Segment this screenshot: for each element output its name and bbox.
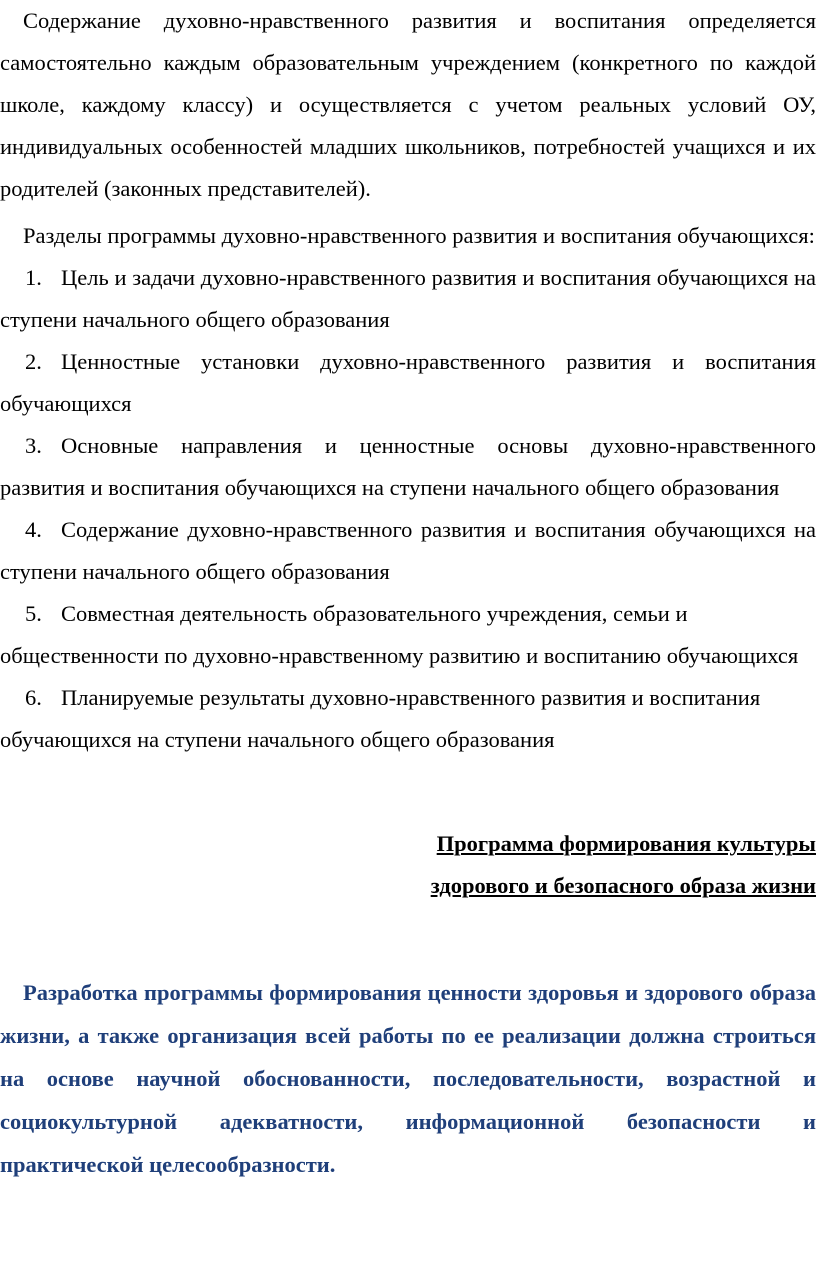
spacer bbox=[0, 907, 816, 971]
list-item-text: Совместная деятельность образовательного учреждения, семьи и общественности по духовно-нравственному развитию и воспитанию обучающихся bbox=[0, 601, 799, 668]
list-item-number: 3. bbox=[25, 433, 42, 458]
list-item-text: Основные направления и ценностные основы духовно-нравственного развития и воспитания обучающихся на ступени начального общего образования bbox=[0, 433, 816, 500]
list-item-number: 2. bbox=[25, 349, 42, 374]
sections-intro: Разделы программы духовно-нравственного развития и воспитания обучающихся: bbox=[23, 223, 815, 248]
section-heading-line-2: здорового и безопасного образа жизни bbox=[430, 873, 816, 898]
intro-paragraph: Содержание духовно-нравственного развития и воспитания определяется самостоятельно каждым образовательным учреждением (конкретного по каждой школе, каждому классу) и осуществляется с учетом реальных условий ОУ, индивидуальных особенностей младших школьников, потребностей учащихся и их родителей (законных представителей). bbox=[0, 8, 816, 201]
list-item-text: Цель и задачи духовно-нравственного развития и воспитания обучающихся на ступени начального общего образования bbox=[0, 265, 816, 332]
list-item-number: 4. bbox=[25, 517, 42, 542]
highlight-paragraph: Разработка программы формирования ценности здоровья и здорового образа жизни, а также организация всей работы по ее реализации должна строиться на основе научной обоснованности, последовательности, возрастной и социокультурной адекватности, информационной безопасности и практической целесообразности. bbox=[0, 980, 816, 1177]
spacer bbox=[0, 761, 816, 823]
list-item-number: 6. bbox=[25, 685, 42, 710]
list-item-text: Планируемые результаты духовно-нравственного развития и воспитания обучающихся на ступени начального общего образования bbox=[0, 685, 761, 752]
list-item bbox=[0, 257, 816, 341]
list-item bbox=[0, 509, 816, 593]
list-item-text: Ценностные установки духовно-нравственного развития и воспитания обучающихся bbox=[0, 349, 816, 416]
sections-list bbox=[0, 257, 816, 761]
list-item bbox=[0, 593, 816, 677]
list-item-number: 1. bbox=[25, 265, 42, 290]
list-item-text: Содержание духовно-нравственного развития и воспитания обучающихся на ступени начального общего образования bbox=[0, 517, 816, 584]
list-item bbox=[0, 425, 816, 509]
list-item bbox=[0, 341, 816, 425]
section-heading-line-1: Программа формирования культуры bbox=[436, 831, 816, 856]
list-item-number: 5. bbox=[25, 601, 42, 626]
list-item bbox=[0, 677, 816, 761]
